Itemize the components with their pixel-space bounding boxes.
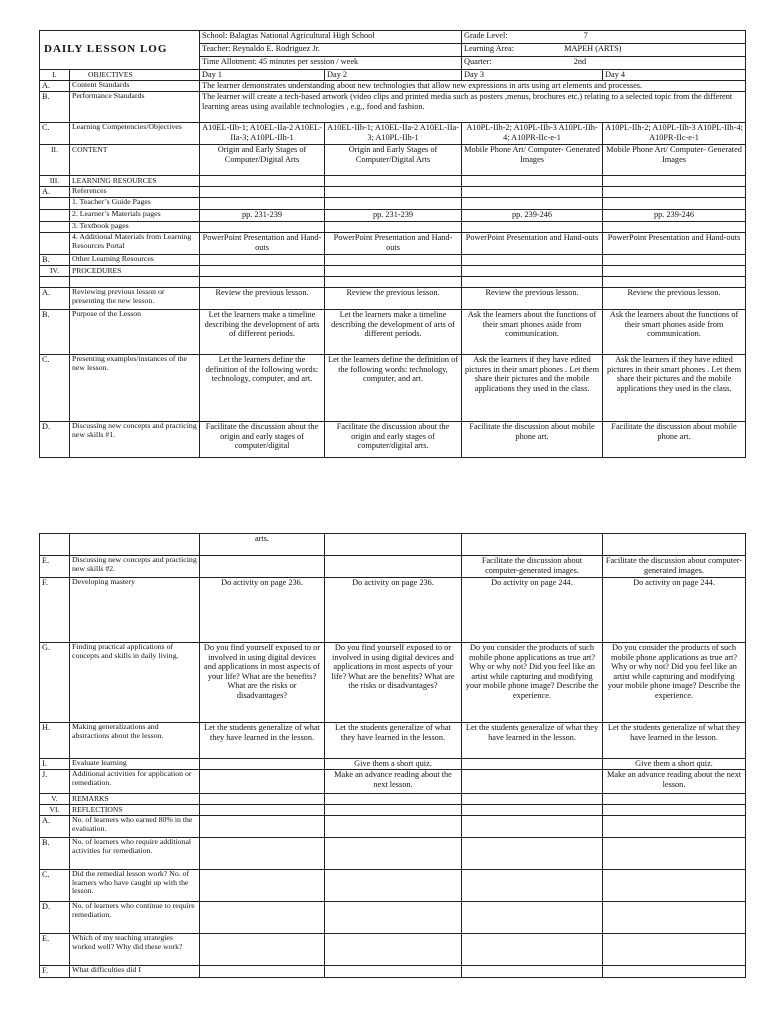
row-letter: F. xyxy=(40,578,70,643)
objectives-heading: OBJECTIVES xyxy=(70,70,200,81)
school-field: School: Balagtas National Agricultural High School xyxy=(200,31,462,44)
reflection-label: What difficulties did I xyxy=(70,966,200,978)
additional-materials: PowerPoint Presentation and Hand-outs xyxy=(603,233,746,255)
row-letter: E. xyxy=(40,556,70,578)
row-letter: B. xyxy=(40,310,70,355)
procedure-cell: Review the previous lesson. xyxy=(603,288,746,310)
row-letter: D. xyxy=(40,422,70,458)
resources-number: III. xyxy=(40,176,70,187)
competencies-label: Learning Competencies/Objectives xyxy=(70,123,200,145)
row-letter: B. xyxy=(40,92,70,123)
procedure-cell: Do activity on page 244. xyxy=(462,578,603,643)
row-letter: B. xyxy=(40,255,70,266)
procedure-cell: Do activity on page 244. xyxy=(603,578,746,643)
procedure-cell: Ask the learners if they have edited pictures in their smart phones . Let them share their pictures and the mobile applications they used in the class. xyxy=(603,355,746,422)
procedure-cell: Let the students generalize of what they have learned in the lesson. xyxy=(325,723,462,759)
learners-materials-pages: pp. 239-246 xyxy=(462,210,603,222)
reflection-label: No. of learners who require additional activities for remediation. xyxy=(70,838,200,870)
learning-area-label: Learning Area: xyxy=(464,44,515,53)
quarter-label: Quarter: xyxy=(464,57,492,66)
grade-level-field xyxy=(462,31,746,44)
evaluate-learning-label: Evaluate learning xyxy=(70,759,200,770)
reflections-number: VI. xyxy=(40,805,70,816)
competency-code: A10PL-IIh-2; A10PL-IIh-3 A10PL-IIh-4; A10PR-IIc-e-1 xyxy=(462,123,603,145)
row-letter: C. xyxy=(40,870,70,902)
remarks-number: V. xyxy=(40,794,70,805)
procedure-cell: Facilitate the discussion about the origin and early stages of computer/digital arts. xyxy=(325,422,462,458)
row-letter: H. xyxy=(40,723,70,759)
learning-area-value: MAPEH (ARTS) xyxy=(564,44,622,53)
row-letter: A. xyxy=(40,81,70,92)
procedure-cell: Review the previous lesson. xyxy=(200,288,325,310)
performance-standards-text: The learner will create a tech-based artwork (video clips and printed media such as posters ,menus, brochures etc.) relating to a selected topic from the different learning areas using available technologies , e.g., food and fashion. xyxy=(200,92,746,123)
row-letter: B. xyxy=(40,838,70,870)
procedure-cell: Let the learners define the definition of the following words: technology, computer, and art. xyxy=(200,355,325,422)
content-topic: Mobile Phone Art/ Computer- Generated Images xyxy=(462,145,603,176)
procedure-cell xyxy=(462,770,603,794)
row-letter: J. xyxy=(40,770,70,794)
additional-materials-label: 4. Additional Materials from Learning Resources Portal xyxy=(70,233,200,255)
quarter-value: 2nd xyxy=(573,57,587,66)
purpose-label: Purpose of the Lesson xyxy=(70,310,200,355)
content-standards-label: Content Standards xyxy=(70,81,200,92)
procedure-cell: Ask the learners about the functions of their smart phones aside from communication. xyxy=(603,310,746,355)
procedures-number: IV. xyxy=(40,266,70,277)
learners-materials-pages: pp. 231-239 xyxy=(325,210,462,222)
procedure-cell: Do you find yourself exposed to or involved in using digital devices and applications in most aspects of your life? What are the benefits? What are the risks or disadvantages? xyxy=(325,643,462,723)
content-standards-text: The learner demonstrates understanding about new technologies that allow new expressions in arts using art elements and processes. xyxy=(200,81,746,92)
additional-materials: PowerPoint Presentation and Hand-outs xyxy=(462,233,603,255)
procedure-cell: Give them a short quiz. xyxy=(603,759,746,770)
row-letter: G. xyxy=(40,643,70,723)
discussing-concepts-2-label: Discussing new concepts and practicing new skills #2. xyxy=(70,556,200,578)
competency-code: A10EL-IIb-1; A10EL-IIa-2 A10EL-IIa-3; A10PL-IIh-1 xyxy=(200,123,325,145)
learners-materials-label: 2. Learner’s Materials pages xyxy=(70,210,200,222)
references-label: References xyxy=(70,187,200,198)
reviewing-lesson-label: Reviewing previous lesson or presenting the new lesson. xyxy=(70,288,200,310)
row-letter: A. xyxy=(40,187,70,198)
day-1-header: Day 1 xyxy=(200,70,325,81)
procedure-cell: Do you consider the products of such mobile phone applications as true art? Why or why not? Did you feel like an artist while capturing and modifying your mobile phone image? Describe the experience. xyxy=(603,643,746,723)
day-2-header: Day 2 xyxy=(325,70,462,81)
generalizations-label: Making generalizations and abstractions about the lesson. xyxy=(70,723,200,759)
reflection-label: Which of my teaching strategies worked well? Why did these work? xyxy=(70,934,200,966)
remarks-heading: REMARKS xyxy=(70,794,200,805)
learners-materials-pages: pp. 231-239 xyxy=(200,210,325,222)
procedure-cell: Facilitate the discussion about mobile phone art. xyxy=(603,422,746,458)
teacher-field: Teacher: Reynaldo E. Rodriguez Jr. xyxy=(200,44,462,57)
procedure-cell: Ask the learners about the functions of their smart phones aside from communication. xyxy=(462,310,603,355)
row-letter: D. xyxy=(40,902,70,934)
content-topic: Mobile Phone Art/ Computer- Generated Images xyxy=(603,145,746,176)
content-heading: CONTENT xyxy=(70,145,200,176)
other-resources-label: Other Learning Resources xyxy=(70,255,200,266)
row-letter: C. xyxy=(40,355,70,422)
lesson-log-table-page2 xyxy=(39,533,746,978)
additional-activities-label: Additional activities for application or remediation. xyxy=(70,770,200,794)
procedure-cell: Let the students generalize of what they have learned in the lesson. xyxy=(200,723,325,759)
row-letter: F. xyxy=(40,966,70,978)
reflection-label: No. of learners who continue to require remediation. xyxy=(70,902,200,934)
reflection-label: No. of learners who earned 80% in the evaluation. xyxy=(70,816,200,838)
discussing-concepts-1-label: Discussing new concepts and practicing new skills #1. xyxy=(70,422,200,458)
procedure-cell: Make an advance reading about the next lesson. xyxy=(603,770,746,794)
procedure-cell: Do you find yourself exposed to or involved in using digital devices and applications in most aspects of your life? What are the benefits? What are the risks or disadvantages? xyxy=(200,643,325,723)
row-letter: A. xyxy=(40,816,70,838)
additional-materials: PowerPoint Presentation and Hand-outs xyxy=(325,233,462,255)
procedure-cell: Let the learners make a timeline describing the development of arts of different periods. xyxy=(325,310,462,355)
procedure-cell xyxy=(200,556,325,578)
content-topic: Origin and Early Stages of Computer/Digital Arts xyxy=(325,145,462,176)
day-4-header: Day 4 xyxy=(603,70,746,81)
procedures-heading: PROCEDURES xyxy=(70,266,200,277)
procedure-cell: Let the students generalize of what they have learned in the lesson. xyxy=(462,723,603,759)
procedure-cell: Do activity on page 236. xyxy=(325,578,462,643)
performance-standards-label: Performance Standards xyxy=(70,92,200,123)
lesson-log-table-page1 xyxy=(39,30,746,458)
procedure-cell: Facilitate the discussion about the origin and early stages of computer/digital xyxy=(200,422,325,458)
practical-applications-label: Finding practical applications of concepts and skills in daily living. xyxy=(70,643,200,723)
procedure-cell: Review the previous lesson. xyxy=(325,288,462,310)
content-number: II. xyxy=(40,145,70,176)
continued-text: arts. xyxy=(200,534,325,556)
procedure-cell: Ask the learners if they have edited pictures in their smart phones . Let them share their pictures and the mobile applications they used in the class. xyxy=(462,355,603,422)
row-letter: I. xyxy=(40,759,70,770)
procedure-cell: Give them a short quiz. xyxy=(325,759,462,770)
procedure-cell: Let the learners define the definition of the following words: technology, computer, and art. xyxy=(325,355,462,422)
reflection-label: Did the remedial lesson work? No. of learners who have caught up with the lesson. xyxy=(70,870,200,902)
procedure-cell: Let the students generalize of what they have learned in the lesson. xyxy=(603,723,746,759)
textbook-pages-label: 3. Textbook pages xyxy=(70,222,200,233)
procedure-cell: Facilitate the discussion about computer-generated images. xyxy=(462,556,603,578)
procedure-cell: Review the previous lesson. xyxy=(462,288,603,310)
presenting-examples-label: Presenting examples/instances of the new lesson. xyxy=(70,355,200,422)
procedure-cell: Let the learners make a timeline describing the development of arts of different periods. xyxy=(200,310,325,355)
procedure-cell: Make an advance reading about the next lesson. xyxy=(325,770,462,794)
procedure-cell xyxy=(462,759,603,770)
learners-materials-pages: pp. 239-246 xyxy=(603,210,746,222)
row-letter: A. xyxy=(40,288,70,310)
quarter-field xyxy=(462,57,746,70)
objectives-number: I. xyxy=(40,70,70,81)
document-title: DAILY LESSON LOG xyxy=(40,31,200,70)
grade-level-value: 7 xyxy=(583,31,588,40)
procedure-cell xyxy=(200,770,325,794)
procedure-cell xyxy=(325,556,462,578)
procedure-cell xyxy=(200,759,325,770)
procedure-cell: Do you consider the products of such mobile phone applications as true art? Why or why not? Did you feel like an artist while capturing and modifying your mobile phone image? Describe the experience. xyxy=(462,643,603,723)
teachers-guide-label: 1. Teacher’s Guide Pages xyxy=(70,198,200,210)
procedure-cell: Do activity on page 236. xyxy=(200,578,325,643)
learning-area-field xyxy=(462,44,746,57)
competency-code: A10PL-IIh-2; A10PL-IIh-3 A10PL-IIh-4; A10PR-IIc-e-1 xyxy=(603,123,746,145)
procedure-cell: Facilitate the discussion about mobile phone art. xyxy=(462,422,603,458)
row-letter: E. xyxy=(40,934,70,966)
time-allotment-field: Time Allotment: 45 minutes per session / week xyxy=(200,57,462,70)
procedure-cell: Facilitate the discussion about computer-generated images. xyxy=(603,556,746,578)
row-letter: C. xyxy=(40,123,70,145)
developing-mastery-label: Developing mastery xyxy=(70,578,200,643)
day-3-header: Day 3 xyxy=(462,70,603,81)
grade-level-label: Grade Level: xyxy=(464,31,508,40)
content-topic: Origin and Early Stages of Computer/Digital Arts xyxy=(200,145,325,176)
competency-code: A10EL-IIb-1; A10EL-IIa-2 A10EL-IIa-3; A10PL-IIh-1 xyxy=(325,123,462,145)
additional-materials: PowerPoint Presentation and Hand-outs xyxy=(200,233,325,255)
reflections-heading: REFLECTIONS xyxy=(70,805,200,816)
resources-heading: LEARNING RESOURCES xyxy=(70,176,200,187)
